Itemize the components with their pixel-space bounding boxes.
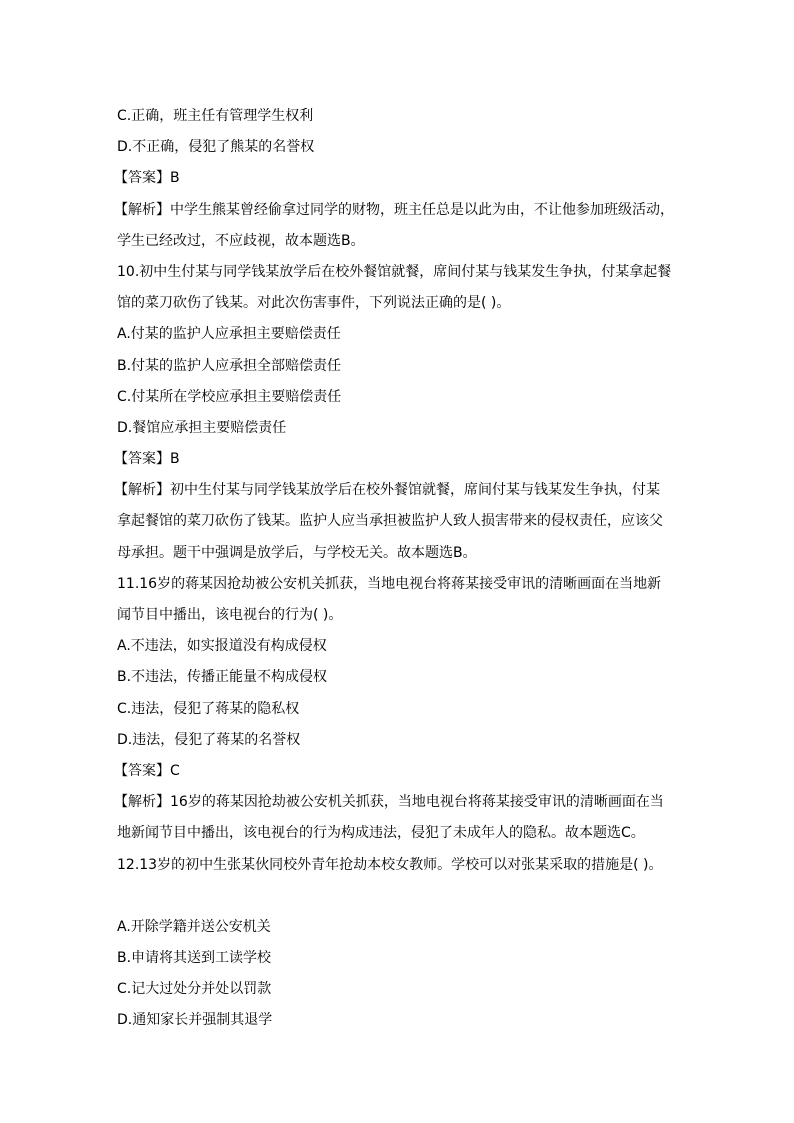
option-a: A.付某的监护人应承担主要赔偿责任 (117, 326, 341, 343)
answer-label: 【答案】 (114, 451, 170, 468)
analysis-line (114, 787, 682, 818)
answer-value: C (170, 762, 180, 779)
option-c: C.记大过处分并处以罚款 (117, 981, 272, 998)
analysis-text-continued: 学生已经改过，不应歧视，故本题选B。 (117, 232, 365, 249)
option-b: B.申请将其送到工读学校 (117, 950, 272, 967)
option-b: B.不违法，传播正能量不构成侵权 (117, 669, 328, 686)
document-content (114, 101, 682, 1037)
answer-line (114, 163, 682, 194)
analysis-text: 16岁的蒋某因抢劫被公安机关抓获，当地电视台将蒋某接受审讯的清晰画面在当 (170, 794, 664, 811)
option-a: A.开除学籍并送公安机关 (117, 918, 271, 935)
analysis-label: 【解析】 (114, 201, 170, 218)
question-10-stem: 10.初中生付某与同学钱某放学后在校外餐馆就餐，席间付某与钱某发生争执，付某拿起餐 (117, 263, 672, 280)
analysis-text: 初中生付某与同学钱某放学后在校外餐馆就餐，席间付某与钱某发生争执，付某 (170, 482, 660, 499)
answer-line (114, 444, 682, 475)
question-12-stem: 12.13岁的初中生张某伙同校外青年抢劫本校女教师。学校可以对张某采取的措施是( )。 (117, 856, 663, 873)
answer-value: B (170, 451, 180, 468)
answer-label: 【答案】 (114, 762, 170, 779)
analysis-text-continued: 地新闻节目中播出，该电视台的行为构成违法，侵犯了未成年人的隐私。故本题选C。 (117, 825, 645, 842)
option-a: A.不违法，如实报道没有构成侵权 (117, 638, 327, 655)
option-c: C.违法，侵犯了蒋某的隐私权 (117, 700, 300, 717)
question-10-stem-continued: 馆的菜刀砍伤了钱某。对此次伤害事件，下列说法正确的是( )。 (117, 295, 511, 312)
question-11-stem: 11.16岁的蒋某因抢劫被公安机关抓获，当地电视台将蒋某接受审讯的清晰画面在当地新 (117, 575, 662, 592)
analysis-label: 【解析】 (114, 794, 170, 811)
blank-spacer (117, 881, 682, 912)
answer-value: B (170, 170, 180, 187)
option-c: C.正确，班主任有管理学生权利 (117, 108, 314, 124)
option-b: B.付某的监护人应承担全部赔偿责任 (117, 357, 342, 374)
option-c: C.付某所在学校应承担主要赔偿责任 (117, 388, 342, 405)
analysis-text-continued: 拿起餐馆的菜刀砍伤了钱某。监护人应当承担被监护人致人损害带来的侵权责任，应该父 (117, 513, 663, 530)
analysis-line (114, 475, 682, 506)
analysis-label: 【解析】 (114, 482, 170, 499)
analysis-text: 中学生熊某曾经偷拿过同学的财物，班主任总是以此为由，不让他参加班级活动， (170, 201, 674, 218)
answer-label: 【答案】 (114, 170, 170, 187)
option-d: D.违法，侵犯了蒋某的名誉权 (117, 731, 301, 748)
option-d: D.餐馆应承担主要赔偿责任 (117, 419, 287, 436)
answer-line (114, 756, 682, 787)
analysis-line (114, 195, 682, 226)
option-d: D.不正确，侵犯了熊某的名誉权 (117, 139, 315, 156)
analysis-text-continued: 母承担。题干中强调是放学后，与学校无关。故本题选B。 (117, 544, 477, 561)
option-d: D.通知家长并强制其退学 (117, 1012, 273, 1029)
question-11-stem-continued: 闻节目中播出，该电视台的行为( )。 (117, 607, 343, 623)
